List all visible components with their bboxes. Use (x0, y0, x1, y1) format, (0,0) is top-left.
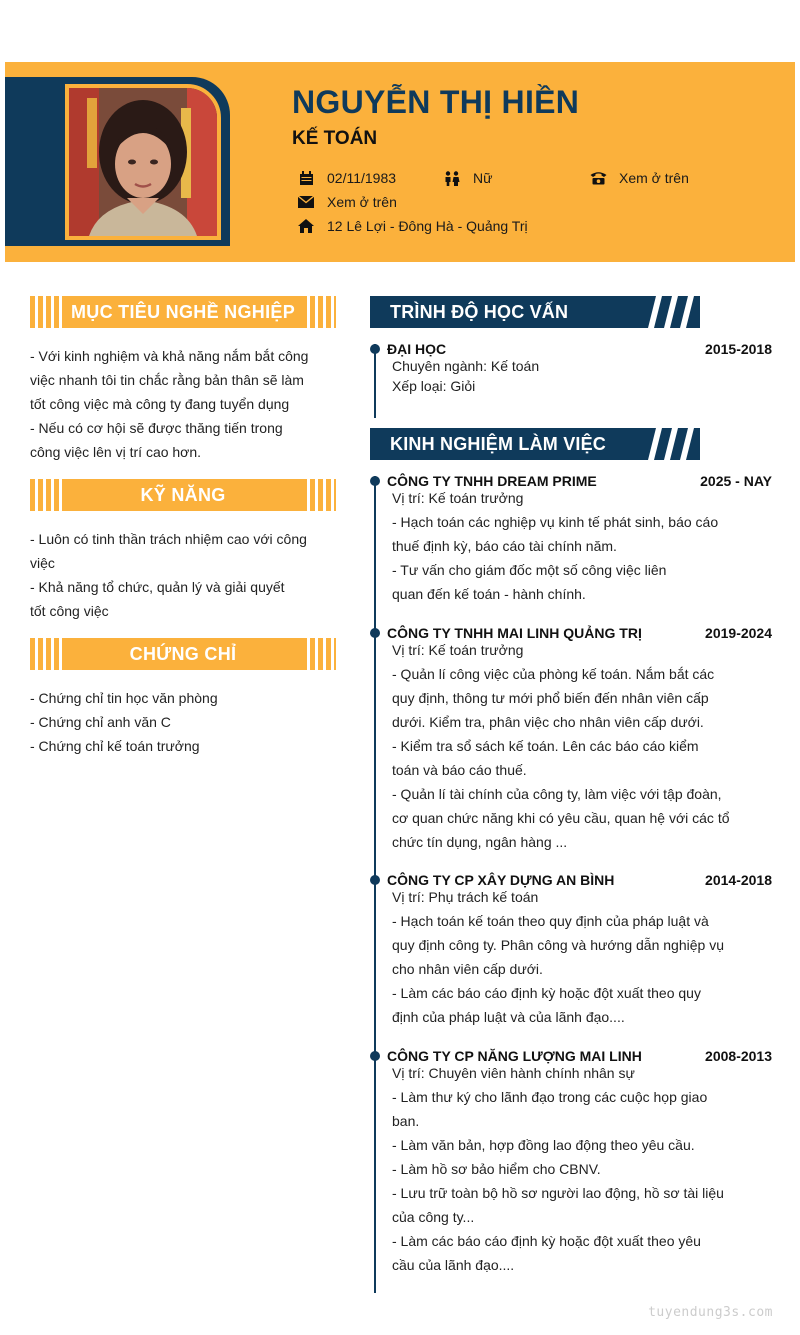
company-name: CÔNG TY CP XÂY DỰNG AN BÌNH (387, 872, 615, 888)
job-line: - Lưu trữ toàn bộ hồ sơ người lao động, hồ sơ tài liệu (392, 1185, 724, 1201)
experience-heading (370, 428, 700, 460)
job-line: - Tư vấn cho giám đốc một số công việc liên (392, 562, 667, 578)
job-line: cho nhân viên cấp dưới. (392, 961, 543, 977)
job-line: - Làm các báo cáo định kỳ hoặc đột xuất theo quy (392, 985, 701, 1001)
certificates-heading (30, 638, 336, 670)
entry-header (387, 341, 772, 357)
experience-title: KINH NGHIỆM LÀM VIỆC (390, 433, 607, 454)
certificates-text (30, 686, 330, 758)
job-role: Vị trí: Phụ trách kế toán (392, 889, 539, 905)
job-line: của công ty... (392, 1209, 475, 1225)
job-line: dưới. Kiểm tra, phân việc cho nhân viên cấp dưới. (392, 714, 704, 730)
timeline-dot (370, 344, 380, 354)
people-icon (443, 170, 461, 186)
skill-line: - Khả năng tổ chức, quản lý và giải quyết (30, 579, 285, 595)
job-role: Vị trí: Chuyên viên hành chính nhân sự (392, 1065, 635, 1081)
company-name: CÔNG TY CP NĂNG LƯỢNG MAI LINH (387, 1048, 642, 1064)
skill-line: việc (30, 555, 55, 571)
job-line: quan đến kế toán - hành chính. (392, 586, 586, 602)
objective-line: công việc lên vị trí cao hơn. (30, 444, 202, 460)
timeline-dot (370, 476, 380, 486)
job-line: quy định, thông tư mới phổ biến đến nhân viên cấp (392, 690, 709, 706)
skill-line: tốt công việc (30, 603, 109, 619)
job-line: - Làm hồ sơ bảo hiểm cho CBNV. (392, 1161, 601, 1177)
candidate-name: NGUYỄN THỊ HIỀN (292, 84, 580, 120)
stripes-decoration (640, 296, 700, 328)
education-title: TRÌNH ĐỘ HỌC VẤN (390, 301, 569, 322)
email-value: Xem ở trên (327, 194, 397, 210)
job-description (392, 909, 737, 1029)
objective-title: MỤC TIÊU NGHỀ NGHIỆP (70, 301, 295, 322)
objective-line: - Nếu có cơ hội sẽ được thăng tiến trong (30, 420, 283, 436)
skill-line: - Luôn có tinh thần trách nhiệm cao với công (30, 531, 307, 547)
job-line: cầu của lãnh đạo.... (392, 1257, 515, 1273)
job-line: - Làm các báo cáo định kỳ hoặc đột xuất theo yêu (392, 1233, 701, 1249)
photo-panel (5, 77, 230, 246)
cv-header (5, 62, 795, 262)
birthday-value: 02/11/1983 (327, 170, 397, 186)
job-line: chức tín dụng, ngân hàng ... (392, 834, 568, 850)
job-line: - Làm văn bản, hợp đồng lao động theo yêu cầu. (392, 1137, 695, 1153)
education-entry (370, 341, 772, 401)
calendar-icon (297, 170, 315, 186)
job-line: toán và báo cáo thuế. (392, 762, 527, 778)
job-line: - Quản lí công việc của phòng kế toán. Nắm bắt các (392, 666, 715, 682)
job-line: - Kiểm tra sổ sách kế toán. Lên các báo cáo kiểm (392, 738, 699, 754)
gender-info (443, 170, 492, 186)
timeline-dot (370, 628, 380, 638)
job-period: 2008-2013 (705, 1048, 772, 1064)
job-line: - Hạch toán các nghiệp vụ kinh tế phát sinh, báo cáo (392, 514, 719, 530)
job-line: quy định công ty. Phân công và hướng dẫn nghiệp vụ (392, 937, 724, 953)
avatar (65, 84, 221, 240)
job-line: - Quản lí tài chính của công ty, làm việc với tập đoàn, (392, 786, 722, 802)
gender-value: Nữ (473, 170, 493, 186)
candidate-position: KẾ TOÁN (292, 128, 378, 149)
phone-info (589, 170, 689, 186)
address-value: 12 Lê Lợi - Đông Hà - Quảng Trị (327, 218, 528, 234)
education-heading (370, 296, 700, 328)
job-entry (370, 872, 772, 1032)
job-period: 2014-2018 (705, 872, 772, 888)
school-major: Chuyên ngành: Kế toán (392, 358, 540, 374)
entry-header (387, 625, 772, 641)
phone-value: Xem ở trên (619, 170, 689, 186)
school-period: 2015-2018 (705, 341, 772, 357)
job-period: 2019-2024 (705, 625, 772, 641)
home-icon (297, 218, 315, 234)
skills-title: KỸ NĂNG (140, 484, 226, 505)
certificates-title: CHỨNG CHỈ (129, 643, 237, 664)
school-grade: Xếp loại: Giỏi (392, 378, 476, 394)
job-line: - Hạch toán kế toán theo quy định của pháp luật và (392, 913, 709, 929)
company-name: CÔNG TY TNHH MAI LINH QUẢNG TRỊ (387, 625, 642, 641)
objective-heading (30, 296, 336, 328)
skills-heading (30, 479, 336, 511)
entry-header (387, 473, 772, 489)
entry-header (387, 872, 772, 888)
objective-line: tốt công việc mà công ty đang tuyển dụng (30, 396, 290, 412)
objective-line: việc nhanh tôi tin chắc rằng bản thân sẽ làm (30, 372, 304, 388)
timeline-dot (370, 875, 380, 885)
stripes-decoration (640, 428, 700, 460)
job-line: ban. (392, 1113, 420, 1129)
phone-icon (589, 170, 607, 186)
certificate-line: - Chứng chỉ tin học văn phòng (30, 690, 218, 706)
objective-text (30, 344, 330, 464)
job-description (392, 510, 737, 606)
objective-line: - Với kinh nghiệm và khả năng nắm bắt công (30, 348, 309, 364)
birthday-info (297, 170, 396, 186)
job-entry (370, 473, 772, 603)
job-line: định của pháp luật và của lãnh đạo.... (392, 1009, 625, 1025)
company-name: CÔNG TY TNHH DREAM PRIME (387, 473, 597, 489)
job-description (392, 662, 742, 854)
job-line: cơ quan chức năng khi có yêu cầu, quan hệ với các tổ (392, 810, 730, 826)
job-line: thuế định kỳ, báo cáo tài chính năm. (392, 538, 617, 554)
school-name: ĐẠI HỌC (387, 341, 447, 357)
certificate-line: - Chứng chỉ kế toán trưởng (30, 738, 200, 754)
entry-header (387, 1048, 772, 1064)
envelope-icon (297, 194, 315, 210)
job-entry (370, 625, 772, 855)
job-role: Vị trí: Kế toán trưởng (392, 490, 524, 506)
email-info (297, 194, 397, 210)
watermark: tuyendung3s.com (648, 1305, 773, 1320)
job-entry (370, 1048, 772, 1278)
skills-text (30, 527, 330, 623)
certificate-line: - Chứng chỉ anh văn C (30, 714, 171, 730)
job-line: - Làm thư ký cho lãnh đạo trong các cuộc họp giao (392, 1089, 708, 1105)
timeline-dot (370, 1051, 380, 1061)
job-period: 2025 - NAY (700, 473, 772, 489)
address-info (297, 218, 528, 234)
job-description (392, 1085, 737, 1277)
job-role: Vị trí: Kế toán trưởng (392, 642, 524, 658)
